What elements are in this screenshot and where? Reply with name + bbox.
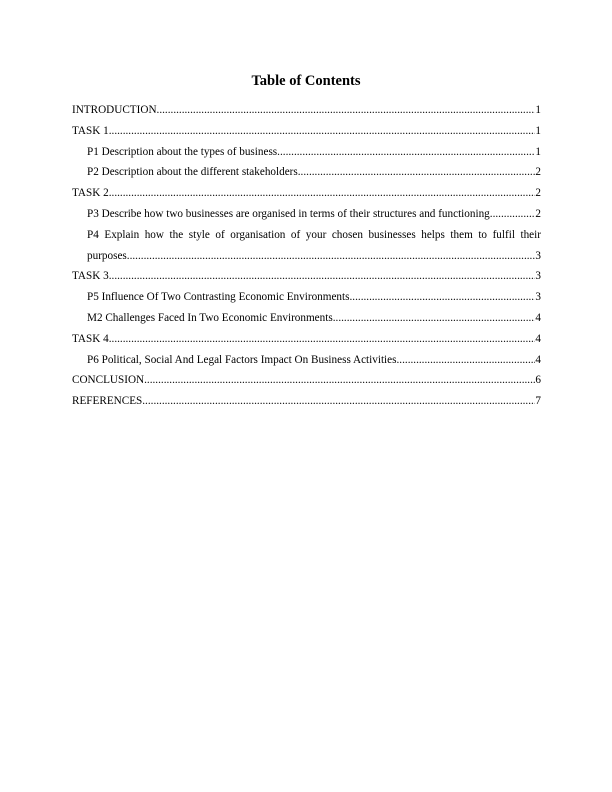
dot-leader — [277, 142, 535, 163]
toc-entry-page: 3 — [535, 291, 541, 304]
toc-entry-page: 1 — [535, 145, 541, 158]
toc-entry-page: 2 — [535, 166, 541, 179]
table-of-contents — [72, 100, 541, 412]
toc-entry-page: 4 — [535, 332, 541, 345]
toc-entry-task-4[interactable] — [72, 329, 541, 350]
toc-entry-page: 1 — [535, 104, 541, 116]
toc-entry-p6[interactable] — [72, 350, 541, 371]
dot-leader — [109, 183, 536, 204]
toc-entry-label: REFERENCES — [72, 395, 143, 408]
dot-leader — [333, 308, 536, 329]
toc-entry-label: TASK 1 — [72, 124, 109, 137]
toc-entry-label: P6 Political, Social And Legal Factors Impact On Business Activities — [87, 353, 397, 366]
toc-entry-page: 3 — [535, 249, 541, 262]
toc-entry-p2[interactable] — [72, 162, 541, 183]
toc-entry-label: TASK 4 — [72, 332, 109, 345]
toc-entry-continuation — [87, 246, 541, 267]
dot-leader — [157, 100, 536, 121]
toc-entry-task-1[interactable] — [72, 121, 541, 142]
toc-entry-label: INTRODUCTION — [72, 104, 157, 116]
dot-leader — [142, 391, 535, 412]
toc-entry-page: 4 — [535, 311, 541, 324]
toc-entry-conclusion[interactable] — [72, 370, 541, 391]
dot-leader — [109, 329, 536, 350]
toc-entry-m2[interactable] — [72, 308, 541, 329]
toc-entry-page: 4 — [535, 353, 541, 366]
toc-entry-page: 2 — [535, 187, 541, 200]
toc-entry-page: 1 — [535, 124, 541, 137]
toc-entry-references[interactable] — [72, 391, 541, 412]
toc-entry-label-line-1: P4 Explain how the style of organisation of your chosen businesses helps them to fulfil their — [87, 228, 541, 241]
toc-entry-introduction[interactable] — [72, 100, 541, 121]
toc-entry-p5[interactable] — [72, 287, 541, 308]
toc-entry-label: CONCLUSION — [72, 374, 145, 387]
toc-entry-label: TASK 2 — [72, 187, 109, 200]
dot-leader — [298, 162, 536, 183]
toc-entry-label: M2 Challenges Faced In Two Economic Environments — [87, 311, 333, 324]
toc-entry-p4[interactable] — [72, 225, 541, 267]
toc-entry-label: P5 Influence Of Two Contrasting Economic Environments — [87, 291, 350, 304]
toc-entry-task-3[interactable] — [72, 266, 541, 287]
toc-entry-label-line-2: purposes. — [87, 249, 130, 262]
toc-entry-page: 7 — [535, 395, 541, 408]
toc-entry-label: P2 Description about the different stakeholders — [87, 166, 298, 179]
toc-entry-page: 3 — [535, 270, 541, 283]
toc-entry-page: 2 — [535, 207, 541, 220]
toc-entry-p3[interactable] — [72, 204, 541, 225]
toc-entry-label: TASK 3 — [72, 270, 109, 283]
toc-title: Table of Contents — [251, 73, 361, 89]
toc-entry-task-2[interactable] — [72, 183, 541, 204]
dot-leader — [109, 266, 536, 287]
toc-entry-page: 6 — [535, 374, 541, 387]
toc-entry-label: P1 Description about the types of business — [87, 145, 278, 158]
toc-entry-label: P3 Describe how two businesses are organised in terms of their structures and functioning — [87, 207, 490, 220]
dot-leader — [490, 204, 536, 225]
dot-leader — [109, 121, 536, 142]
toc-entry-p1[interactable] — [72, 142, 541, 163]
dot-leader — [144, 370, 535, 391]
dot-leader — [130, 246, 536, 267]
dot-leader — [350, 287, 536, 308]
dot-leader — [397, 350, 536, 371]
